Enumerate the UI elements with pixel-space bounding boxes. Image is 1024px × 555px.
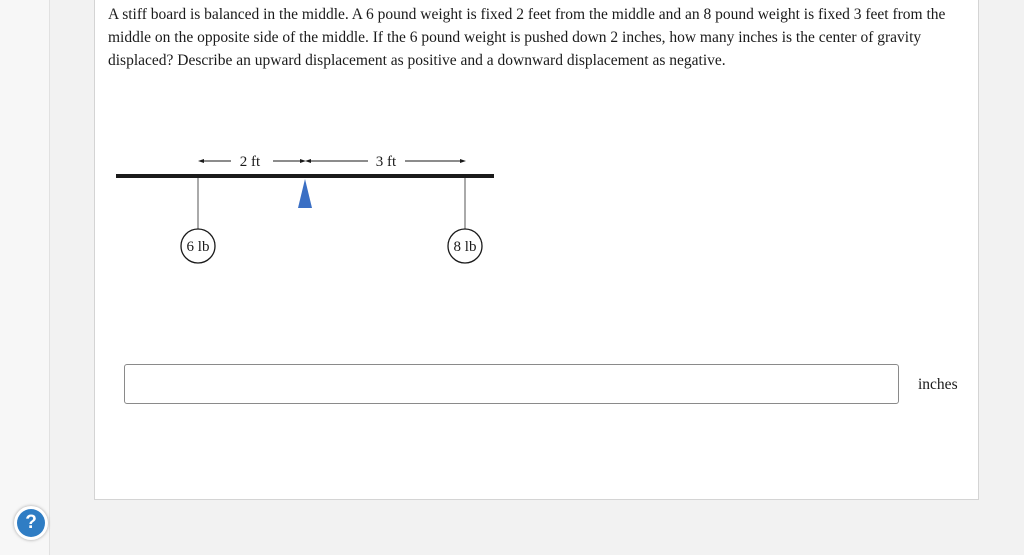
answer-input[interactable] (124, 364, 899, 404)
left-arrowhead (198, 159, 204, 163)
answer-unit-label: inches (918, 376, 958, 393)
fulcrum-triangle (298, 179, 312, 208)
help-button[interactable] (14, 506, 48, 540)
right-arrowhead (460, 159, 466, 163)
right-weight-label: 8 lb (453, 239, 477, 255)
right-arrowhead-start (305, 159, 311, 163)
question-text: A stiff board is balanced in the middle. A 6 pound weight is fixed 2 feet from the middle and an 8 pound weight is fixed 3 feet from the middle on the opposite side of the middle. If the 6 pound weight is pushed down 2 inches, how many inches is the center of gravity displaced? Describe an upward displacement as positive and a downward displacement as negative. (108, 6, 946, 69)
left-distance-label: 2 ft (239, 154, 261, 170)
left-weight-label: 6 lb (186, 239, 210, 255)
right-distance-label: 3 ft (375, 154, 397, 170)
lever-diagram (100, 140, 520, 280)
board (116, 174, 494, 178)
question-icon: ? (17, 509, 45, 537)
left-rail (0, 0, 50, 555)
